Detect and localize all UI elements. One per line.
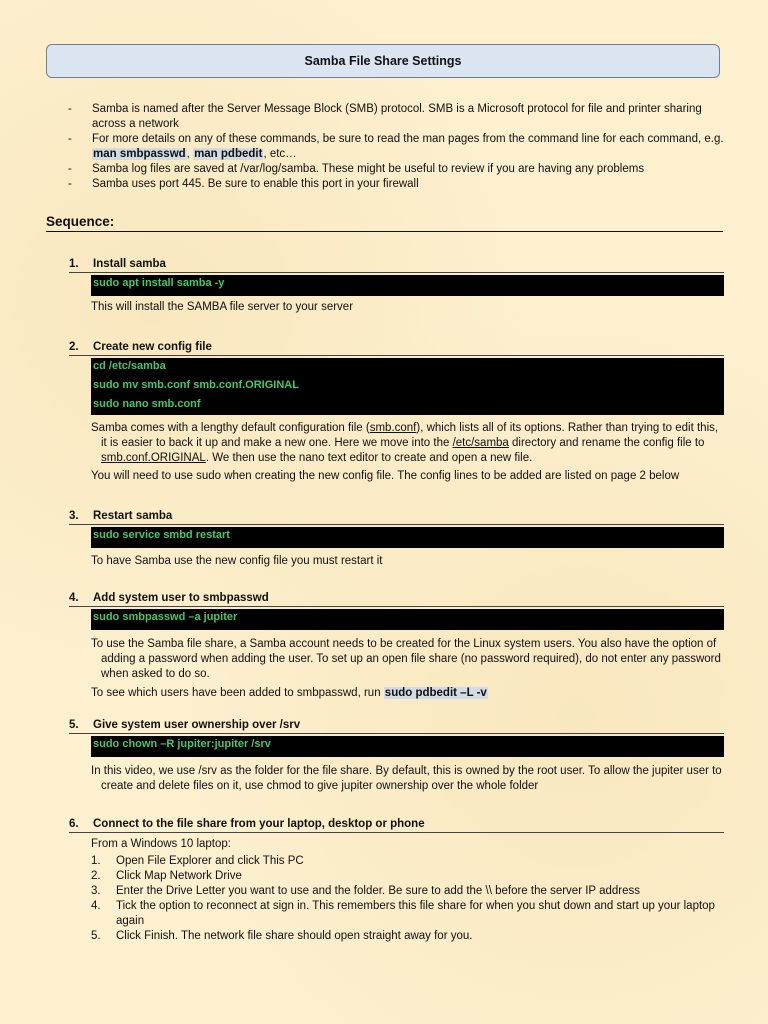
bullet-text: Samba log files are saved at /var/log/samba. These might be useful to review if you are having any problems <box>92 163 645 175</box>
code-line: sudo mv smb.conf smb.conf.ORIGINAL <box>91 377 724 396</box>
bullet-text: , etc… <box>263 148 297 160</box>
bullet-text: Samba is named after the Server Message Block (SMB) protocol. SMB is a Microsoft protocol for file and printer sharing across a network <box>92 103 702 130</box>
bullet-text: , <box>186 148 194 160</box>
code-block <box>91 736 724 757</box>
page-title: Samba File Share Settings <box>46 44 720 78</box>
list-number: 5. <box>91 930 101 942</box>
bullet-text: For more details on any of these commands, be sure to read the man pages from the command line for each command, e.g. <box>92 133 724 145</box>
code-block <box>91 275 724 296</box>
desc-text: To see which users have been added to smbpasswd, run <box>91 687 384 699</box>
desc-text: Samba comes with a lengthy default configuration file ( <box>91 422 370 434</box>
step-heading <box>69 508 724 525</box>
list-item <box>69 869 724 884</box>
bullet-dash: - <box>68 178 72 190</box>
code-line: sudo nano smb.conf <box>91 396 724 415</box>
directory-reference: /etc/samba <box>452 437 509 449</box>
numbered-list <box>69 854 724 944</box>
list-text: Click Map Network Drive <box>116 870 242 882</box>
step-heading <box>69 339 724 356</box>
step-number: 2. <box>69 341 79 353</box>
intro-bullet <box>68 177 728 192</box>
list-number: 1. <box>91 855 101 867</box>
list-item <box>69 884 724 899</box>
step-number: 5. <box>69 719 79 731</box>
step-heading <box>69 816 724 833</box>
list-item <box>69 929 724 944</box>
list-number: 4. <box>91 900 101 912</box>
bullet-dash: - <box>68 163 72 175</box>
bullet-dash: - <box>68 133 72 145</box>
command-highlight: man pdbedit <box>194 148 263 160</box>
code-line: sudo chown –R jupiter:jupiter /srv <box>91 736 724 757</box>
code-block <box>91 609 724 630</box>
step-title: Restart samba <box>93 510 173 522</box>
desc-text: directory and rename the config file to <box>508 437 705 449</box>
step-description: This will install the SAMBA file server to your server <box>91 301 354 313</box>
step-number: 4. <box>69 592 79 604</box>
step-note <box>91 686 724 701</box>
code-line: cd /etc/samba <box>91 358 724 377</box>
list-text: Click Finish. The network file share should open straight away for you. <box>116 930 473 942</box>
step-ownership <box>69 717 724 794</box>
list-text: Enter the Drive Letter you want to use and the folder. Be sure to add the \\ before the server IP address <box>116 885 640 897</box>
step-description <box>91 421 724 466</box>
step-intro: From a Windows 10 laptop: <box>91 838 231 850</box>
step-install-samba <box>69 256 724 315</box>
bullet-text: Samba uses port 445. Be sure to enable this port in your firewall <box>92 178 419 190</box>
step-title: Create new config file <box>93 341 212 353</box>
intro-bullet-list <box>68 102 728 192</box>
step-description: In this video, we use /srv as the folder for the file share. By default, this is owned by the root user. To allow the jupiter user to create and delete files on it, use chmod to give jupiter ownership over the whole folder <box>91 765 722 792</box>
file-reference: smb.conf <box>369 422 417 434</box>
step-number: 3. <box>69 510 79 522</box>
list-number: 2. <box>91 870 101 882</box>
step-title: Add system user to smbpasswd <box>93 592 269 604</box>
code-line: sudo apt install samba -y <box>91 275 724 296</box>
step-title: Give system user ownership over /srv <box>93 719 301 731</box>
step-title: Connect to the file share from your laptop, desktop or phone <box>93 818 425 830</box>
command-highlight: man smbpasswd <box>93 148 186 160</box>
list-item <box>69 854 724 869</box>
code-line: sudo service smbd restart <box>91 527 724 548</box>
list-text: Tick the option to reconnect at sign in. This remembers this file share for when you shut down and start up your laptop again <box>116 900 715 927</box>
list-number: 3. <box>91 885 101 897</box>
step-restart-samba <box>69 508 724 569</box>
intro-bullet <box>68 102 728 132</box>
step-number: 6. <box>69 818 79 830</box>
intro-bullet <box>68 132 728 162</box>
desc-text: ), which lists all of its options. Rather than trying to edit this, it is easier to back it up and make a new one. Here we move into the <box>101 422 719 449</box>
step-heading <box>69 256 724 273</box>
step-heading <box>69 717 724 734</box>
step-number: 1. <box>69 258 79 270</box>
intro-bullet <box>68 162 728 177</box>
code-line: sudo smbpasswd –a jupiter <box>91 609 724 630</box>
code-block <box>91 358 724 415</box>
desc-text: . We then use the nano text editor to create and open a new file. <box>205 452 533 464</box>
section-heading: Sequence: <box>46 214 723 232</box>
list-text: Open File Explorer and click This PC <box>116 855 304 867</box>
step-create-config <box>69 339 724 484</box>
command-highlight: sudo pdbedit –L -v <box>384 687 487 699</box>
step-description: To use the Samba file share, a Samba account needs to be created for the Linux system users. You also have the option of adding a password when adding the user. To set up an open file share (no password required), do not enter any password when asked to do so. <box>91 638 721 680</box>
file-reference: smb.conf.ORIGINAL <box>101 452 206 464</box>
step-description: To have Samba use the new config file you must restart it <box>91 555 383 567</box>
step-note: You will need to use sudo when creating the new config file. The config lines to be added are listed on page 2 below <box>91 470 680 482</box>
step-heading <box>69 590 724 607</box>
step-add-user <box>69 590 724 701</box>
step-title: Install samba <box>93 258 166 270</box>
code-block <box>91 527 724 548</box>
step-connect <box>69 816 724 956</box>
bullet-dash: - <box>68 103 72 115</box>
list-item <box>69 899 724 929</box>
